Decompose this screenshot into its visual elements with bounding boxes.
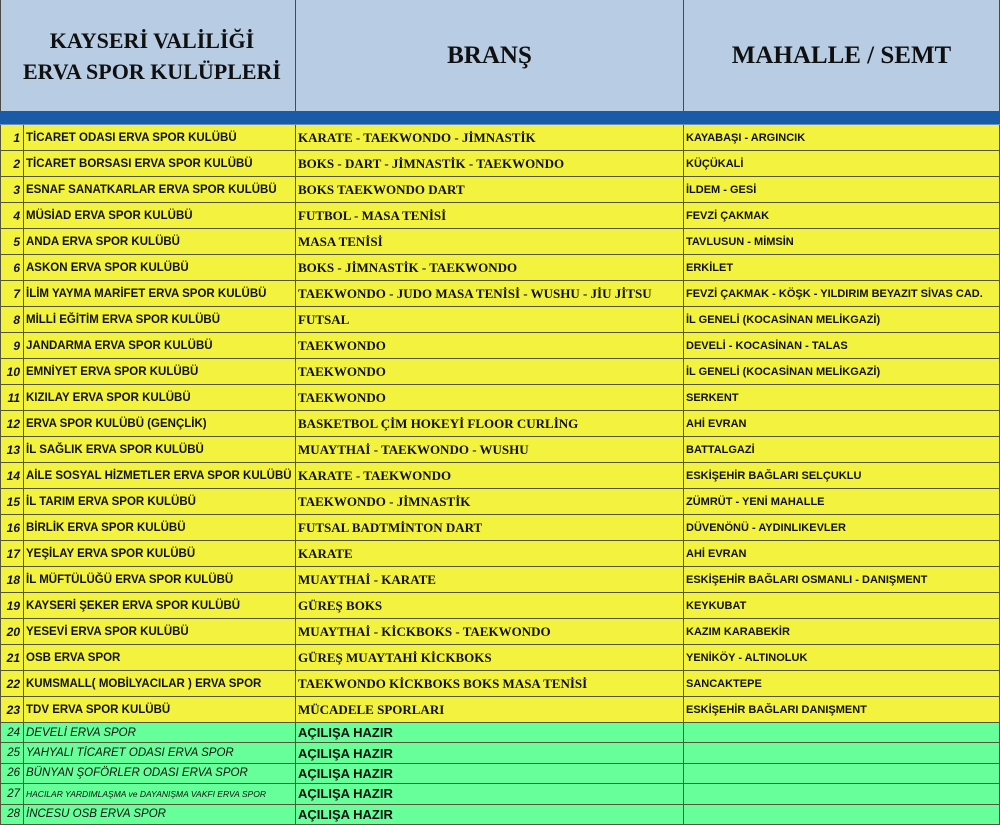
club-name: MÜSİAD ERVA SPOR KULÜBÜ [24, 203, 296, 228]
table-row [0, 125, 1000, 151]
club-name: DEVELİ ERVA SPOR [24, 723, 296, 742]
header-title-line1: KAYSERİ VALİLİĞİ [49, 27, 255, 53]
club-name: AİLE SOSYAL HİZMETLER ERVA SPOR KULÜBÜ [24, 463, 296, 488]
table-row [0, 385, 1000, 411]
branch-cell: TAEKWONDO [296, 333, 684, 358]
club-name: İNCESU OSB ERVA SPOR [24, 805, 296, 824]
branch-cell: AÇILIŞA HAZIR [296, 784, 684, 803]
neighborhood-cell: TAVLUSUN - MİMSİN [684, 229, 1000, 254]
club-name: BÜNYAN ŞOFÖRLER ODASI ERVA SPOR [24, 764, 296, 783]
header-neighborhood: MAHALLE / SEMT [684, 0, 1000, 111]
branch-cell: BOKS TAEKWONDO DART [296, 177, 684, 202]
club-name: HACILAR YARDIMLAŞMA ve DAYANIŞMA VAKFI ERVA SPOR [24, 784, 296, 803]
branch-cell: AÇILIŞA HAZIR [296, 764, 684, 783]
neighborhood-cell: İL GENELİ (KOCASİNAN MELİKGAZİ) [684, 307, 1000, 332]
branch-cell: FUTSAL BADTMİNTON DART [296, 515, 684, 540]
row-number: 1 [0, 125, 24, 150]
table-row [0, 593, 1000, 619]
club-name: KAYSERİ ŞEKER ERVA SPOR KULÜBÜ [24, 593, 296, 618]
row-number: 20 [0, 619, 24, 644]
table-row [0, 697, 1000, 723]
neighborhood-cell: ERKİLET [684, 255, 1000, 280]
table-row [0, 805, 1000, 825]
club-name: İL TARIM ERVA SPOR KULÜBÜ [24, 489, 296, 514]
table-row [0, 463, 1000, 489]
row-number: 6 [0, 255, 24, 280]
table-row [0, 437, 1000, 463]
header-club-name [0, 0, 296, 111]
neighborhood-cell: DEVELİ - KOCASİNAN - TALAS [684, 333, 1000, 358]
row-number: 26 [0, 764, 24, 783]
neighborhood-cell: ZÜMRÜT - YENİ MAHALLE [684, 489, 1000, 514]
branch-cell: MUAYTHAİ - KİCKBOKS - TAEKWONDO [296, 619, 684, 644]
row-number: 11 [0, 385, 24, 410]
branch-cell: AÇILIŞA HAZIR [296, 805, 684, 824]
row-number: 5 [0, 229, 24, 254]
club-name: İLİM YAYMA MARİFET ERVA SPOR KULÜBÜ [24, 281, 296, 306]
branch-cell: KARATE - TAEKWONDO [296, 463, 684, 488]
club-name: YAHYALI TİCARET ODASI ERVA SPOR [24, 743, 296, 762]
neighborhood-cell: ESKİŞEHİR BAĞLARI SELÇUKLU [684, 463, 1000, 488]
table-row [0, 359, 1000, 385]
row-number: 9 [0, 333, 24, 358]
row-number: 21 [0, 645, 24, 670]
table-row [0, 567, 1000, 593]
neighborhood-cell: AHİ EVRAN [684, 541, 1000, 566]
club-name: ESNAF SANATKARLAR ERVA SPOR KULÜBÜ [24, 177, 296, 202]
header-title-line2: ERVA SPOR KULÜPLERİ [23, 58, 281, 84]
branch-cell: FUTBOL - MASA TENİSİ [296, 203, 684, 228]
club-name: TİCARET BORSASI ERVA SPOR KULÜBÜ [24, 151, 296, 176]
table-row [0, 177, 1000, 203]
table-row [0, 541, 1000, 567]
row-number: 10 [0, 359, 24, 384]
row-number: 15 [0, 489, 24, 514]
table-row [0, 229, 1000, 255]
row-number: 23 [0, 697, 24, 722]
branch-cell: MUAYTHAİ - TAEKWONDO - WUSHU [296, 437, 684, 462]
row-number: 12 [0, 411, 24, 436]
table-row [0, 784, 1000, 804]
branch-cell: BASKETBOL ÇİM HOKEYİ FLOOR CURLİNG [296, 411, 684, 436]
neighborhood-cell [684, 784, 1000, 803]
row-number: 4 [0, 203, 24, 228]
club-name: EMNİYET ERVA SPOR KULÜBÜ [24, 359, 296, 384]
neighborhood-cell: DÜVENÖNÜ - AYDINLIKEVLER [684, 515, 1000, 540]
neighborhood-cell: SANCAKTEPE [684, 671, 1000, 696]
neighborhood-cell: KAZIM KARABEKİR [684, 619, 1000, 644]
club-name: TDV ERVA SPOR KULÜBÜ [24, 697, 296, 722]
table-row [0, 151, 1000, 177]
table-row [0, 723, 1000, 743]
club-name: JANDARMA ERVA SPOR KULÜBÜ [24, 333, 296, 358]
neighborhood-cell: KAYABAŞI - ARGINCIK [684, 125, 1000, 150]
club-name: İL SAĞLIK ERVA SPOR KULÜBÜ [24, 437, 296, 462]
row-number: 17 [0, 541, 24, 566]
row-number: 3 [0, 177, 24, 202]
club-name: TİCARET ODASI ERVA SPOR KULÜBÜ [24, 125, 296, 150]
branch-cell: GÜREŞ MUAYTAHİ KİCKBOKS [296, 645, 684, 670]
club-name: KUMSMALL( MOBİLYACILAR ) ERVA SPOR [24, 671, 296, 696]
club-name: YEŞİLAY ERVA SPOR KULÜBÜ [24, 541, 296, 566]
row-number: 27 [0, 784, 24, 803]
branch-cell: MASA TENİSİ [296, 229, 684, 254]
row-number: 22 [0, 671, 24, 696]
club-name: BİRLİK ERVA SPOR KULÜBÜ [24, 515, 296, 540]
header-divider-bar [0, 111, 1000, 124]
neighborhood-cell [684, 764, 1000, 783]
table-row [0, 645, 1000, 671]
neighborhood-cell: KÜÇÜKALİ [684, 151, 1000, 176]
club-name: İL MÜFTÜLÜĞÜ ERVA SPOR KULÜBÜ [24, 567, 296, 592]
table-row [0, 203, 1000, 229]
branch-cell: BOKS - DART - JİMNASTİK - TAEKWONDO [296, 151, 684, 176]
neighborhood-cell [684, 743, 1000, 762]
branch-cell: TAEKWONDO [296, 359, 684, 384]
club-name: OSB ERVA SPOR [24, 645, 296, 670]
table-row [0, 619, 1000, 645]
club-name: YESEVİ ERVA SPOR KULÜBÜ [24, 619, 296, 644]
neighborhood-cell [684, 805, 1000, 824]
row-number: 16 [0, 515, 24, 540]
branch-cell: TAEKWONDO - JİMNASTİK [296, 489, 684, 514]
club-name: KIZILAY ERVA SPOR KULÜBÜ [24, 385, 296, 410]
neighborhood-cell: AHİ EVRAN [684, 411, 1000, 436]
neighborhood-cell: FEVZİ ÇAKMAK [684, 203, 1000, 228]
branch-cell: BOKS - JİMNASTİK - TAEKWONDO [296, 255, 684, 280]
branch-cell: AÇILIŞA HAZIR [296, 723, 684, 742]
branch-cell: FUTSAL [296, 307, 684, 332]
branch-cell: TAEKWONDO - JUDO MASA TENİSİ - WUSHU - JİU JİTSU [296, 281, 684, 306]
neighborhood-cell: YENİKÖY - ALTINOLUK [684, 645, 1000, 670]
neighborhood-cell: ESKİŞEHİR BAĞLARI DANIŞMENT [684, 697, 1000, 722]
neighborhood-cell: ESKİŞEHİR BAĞLARI OSMANLI - DANIŞMENT [684, 567, 1000, 592]
branch-cell: MUAYTHAİ - KARATE [296, 567, 684, 592]
table-row [0, 255, 1000, 281]
header-branch: BRANŞ [296, 0, 684, 111]
table-row [0, 489, 1000, 515]
row-number: 13 [0, 437, 24, 462]
club-name: ANDA ERVA SPOR KULÜBÜ [24, 229, 296, 254]
row-number: 8 [0, 307, 24, 332]
table-row [0, 743, 1000, 763]
row-number: 25 [0, 743, 24, 762]
branch-cell: AÇILIŞA HAZIR [296, 743, 684, 762]
table-row [0, 281, 1000, 307]
table-row [0, 764, 1000, 784]
branch-cell: GÜREŞ BOKS [296, 593, 684, 618]
branch-cell: TAEKWONDO [296, 385, 684, 410]
neighborhood-cell: SERKENT [684, 385, 1000, 410]
club-name: ASKON ERVA SPOR KULÜBÜ [24, 255, 296, 280]
table-row [0, 411, 1000, 437]
branch-cell: KARATE - TAEKWONDO - JİMNASTİK [296, 125, 684, 150]
branch-cell: MÜCADELE SPORLARI [296, 697, 684, 722]
neighborhood-cell: İLDEM - GESİ [684, 177, 1000, 202]
branch-cell: KARATE [296, 541, 684, 566]
row-number: 2 [0, 151, 24, 176]
table-row [0, 515, 1000, 541]
table-row [0, 333, 1000, 359]
row-number: 7 [0, 281, 24, 306]
branch-cell: TAEKWONDO KİCKBOKS BOKS MASA TENİSİ [296, 671, 684, 696]
neighborhood-cell: İL GENELİ (KOCASİNAN MELİKGAZİ) [684, 359, 1000, 384]
neighborhood-cell: KEYKUBAT [684, 593, 1000, 618]
row-number: 28 [0, 805, 24, 824]
table-row [0, 671, 1000, 697]
neighborhood-cell [684, 723, 1000, 742]
row-number: 14 [0, 463, 24, 488]
row-number: 19 [0, 593, 24, 618]
neighborhood-cell: FEVZİ ÇAKMAK - KÖŞK - YILDIRIM BEYAZIT SİVAS CAD. [684, 281, 1000, 306]
row-number: 24 [0, 723, 24, 742]
club-name: ERVA SPOR KULÜBÜ (GENÇLİK) [24, 411, 296, 436]
club-name: MİLLİ EĞİTİM ERVA SPOR KULÜBÜ [24, 307, 296, 332]
neighborhood-cell: BATTALGAZİ [684, 437, 1000, 462]
table-row [0, 307, 1000, 333]
row-number: 18 [0, 567, 24, 592]
